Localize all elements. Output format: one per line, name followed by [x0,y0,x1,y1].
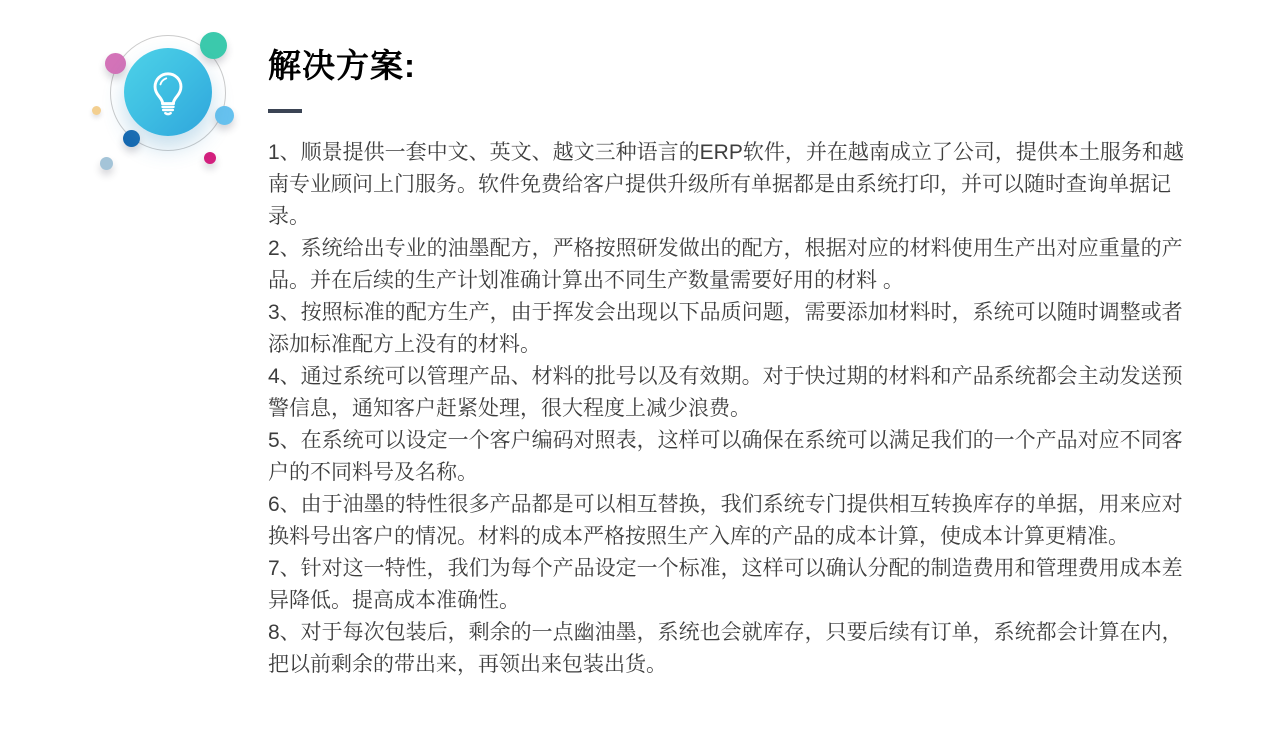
solution-item-4: 4、通过系统可以管理产品、材料的批号以及有效期。对于快过期的材料和产品系统都会主动发送预警信息，通知客户赶紧处理，很大程度上减少浪费。 [268,365,1183,420]
lightbulb-glyph [141,65,195,119]
lightbulb-illustration [0,0,260,220]
solution-item-1: 1、顺景提供一套中文、英文、越文三种语言的ERP软件，并在越南成立了公司，提供本土服务和越南专业顾问上门服务。软件免费给客户提供升级所有单据都是由系统打印，并可以随时查询单据记录。 [268,141,1184,228]
solution-item-7: 7、针对这一特性，我们为每个产品设定一个标准，这样可以确认分配的制造费用和管理费用成本差异降低。提高成本准确性。 [268,557,1183,612]
content-column [268,46,1194,681]
solution-item-5: 5、在系统可以设定一个客户编码对照表，这样可以确保在系统可以满足我们的一个产品对应不同客户的不同料号及名称。 [268,429,1183,484]
light-blue-dot [215,106,234,125]
solution-item-6: 6、由于油墨的特性很多产品都是可以相互替换，我们系统专门提供相互转换库存的单据，用来应对换料号出客户的情况。材料的成本严格按照生产入库的产品的成本计算，使成本计算更精准。 [268,493,1183,548]
magenta-dot [204,152,216,164]
solution-item-2: 2、系统给出专业的油墨配方，严格按照研发做出的配方，根据对应的材料使用生产出对应重量的产品。并在后续的生产计划准确计算出不同生产数量需要好用的材料 。 [268,237,1183,292]
page-title: 解决方案: [268,47,416,84]
lightbulb-icon [124,48,212,136]
title-underline [268,109,302,113]
blue-gray-dot [100,157,113,170]
solution-item-3: 3、按照标准的配方生产，由于挥发会出现以下品质问题，需要添加材料时，系统可以随时调整或者添加标准配方上没有的材料。 [268,301,1183,356]
dark-blue-dot [123,130,140,147]
yellow-dot [92,106,101,115]
solution-list [268,137,1194,681]
pink-dot [105,53,126,74]
solution-item-8: 8、对于每次包装后，剩余的一点幽油墨，系统也会就库存，只要后续有订单，系统都会计算在内，把以前剩余的带出来，再领出来包装出货。 [268,621,1183,676]
teal-dot [200,32,227,59]
